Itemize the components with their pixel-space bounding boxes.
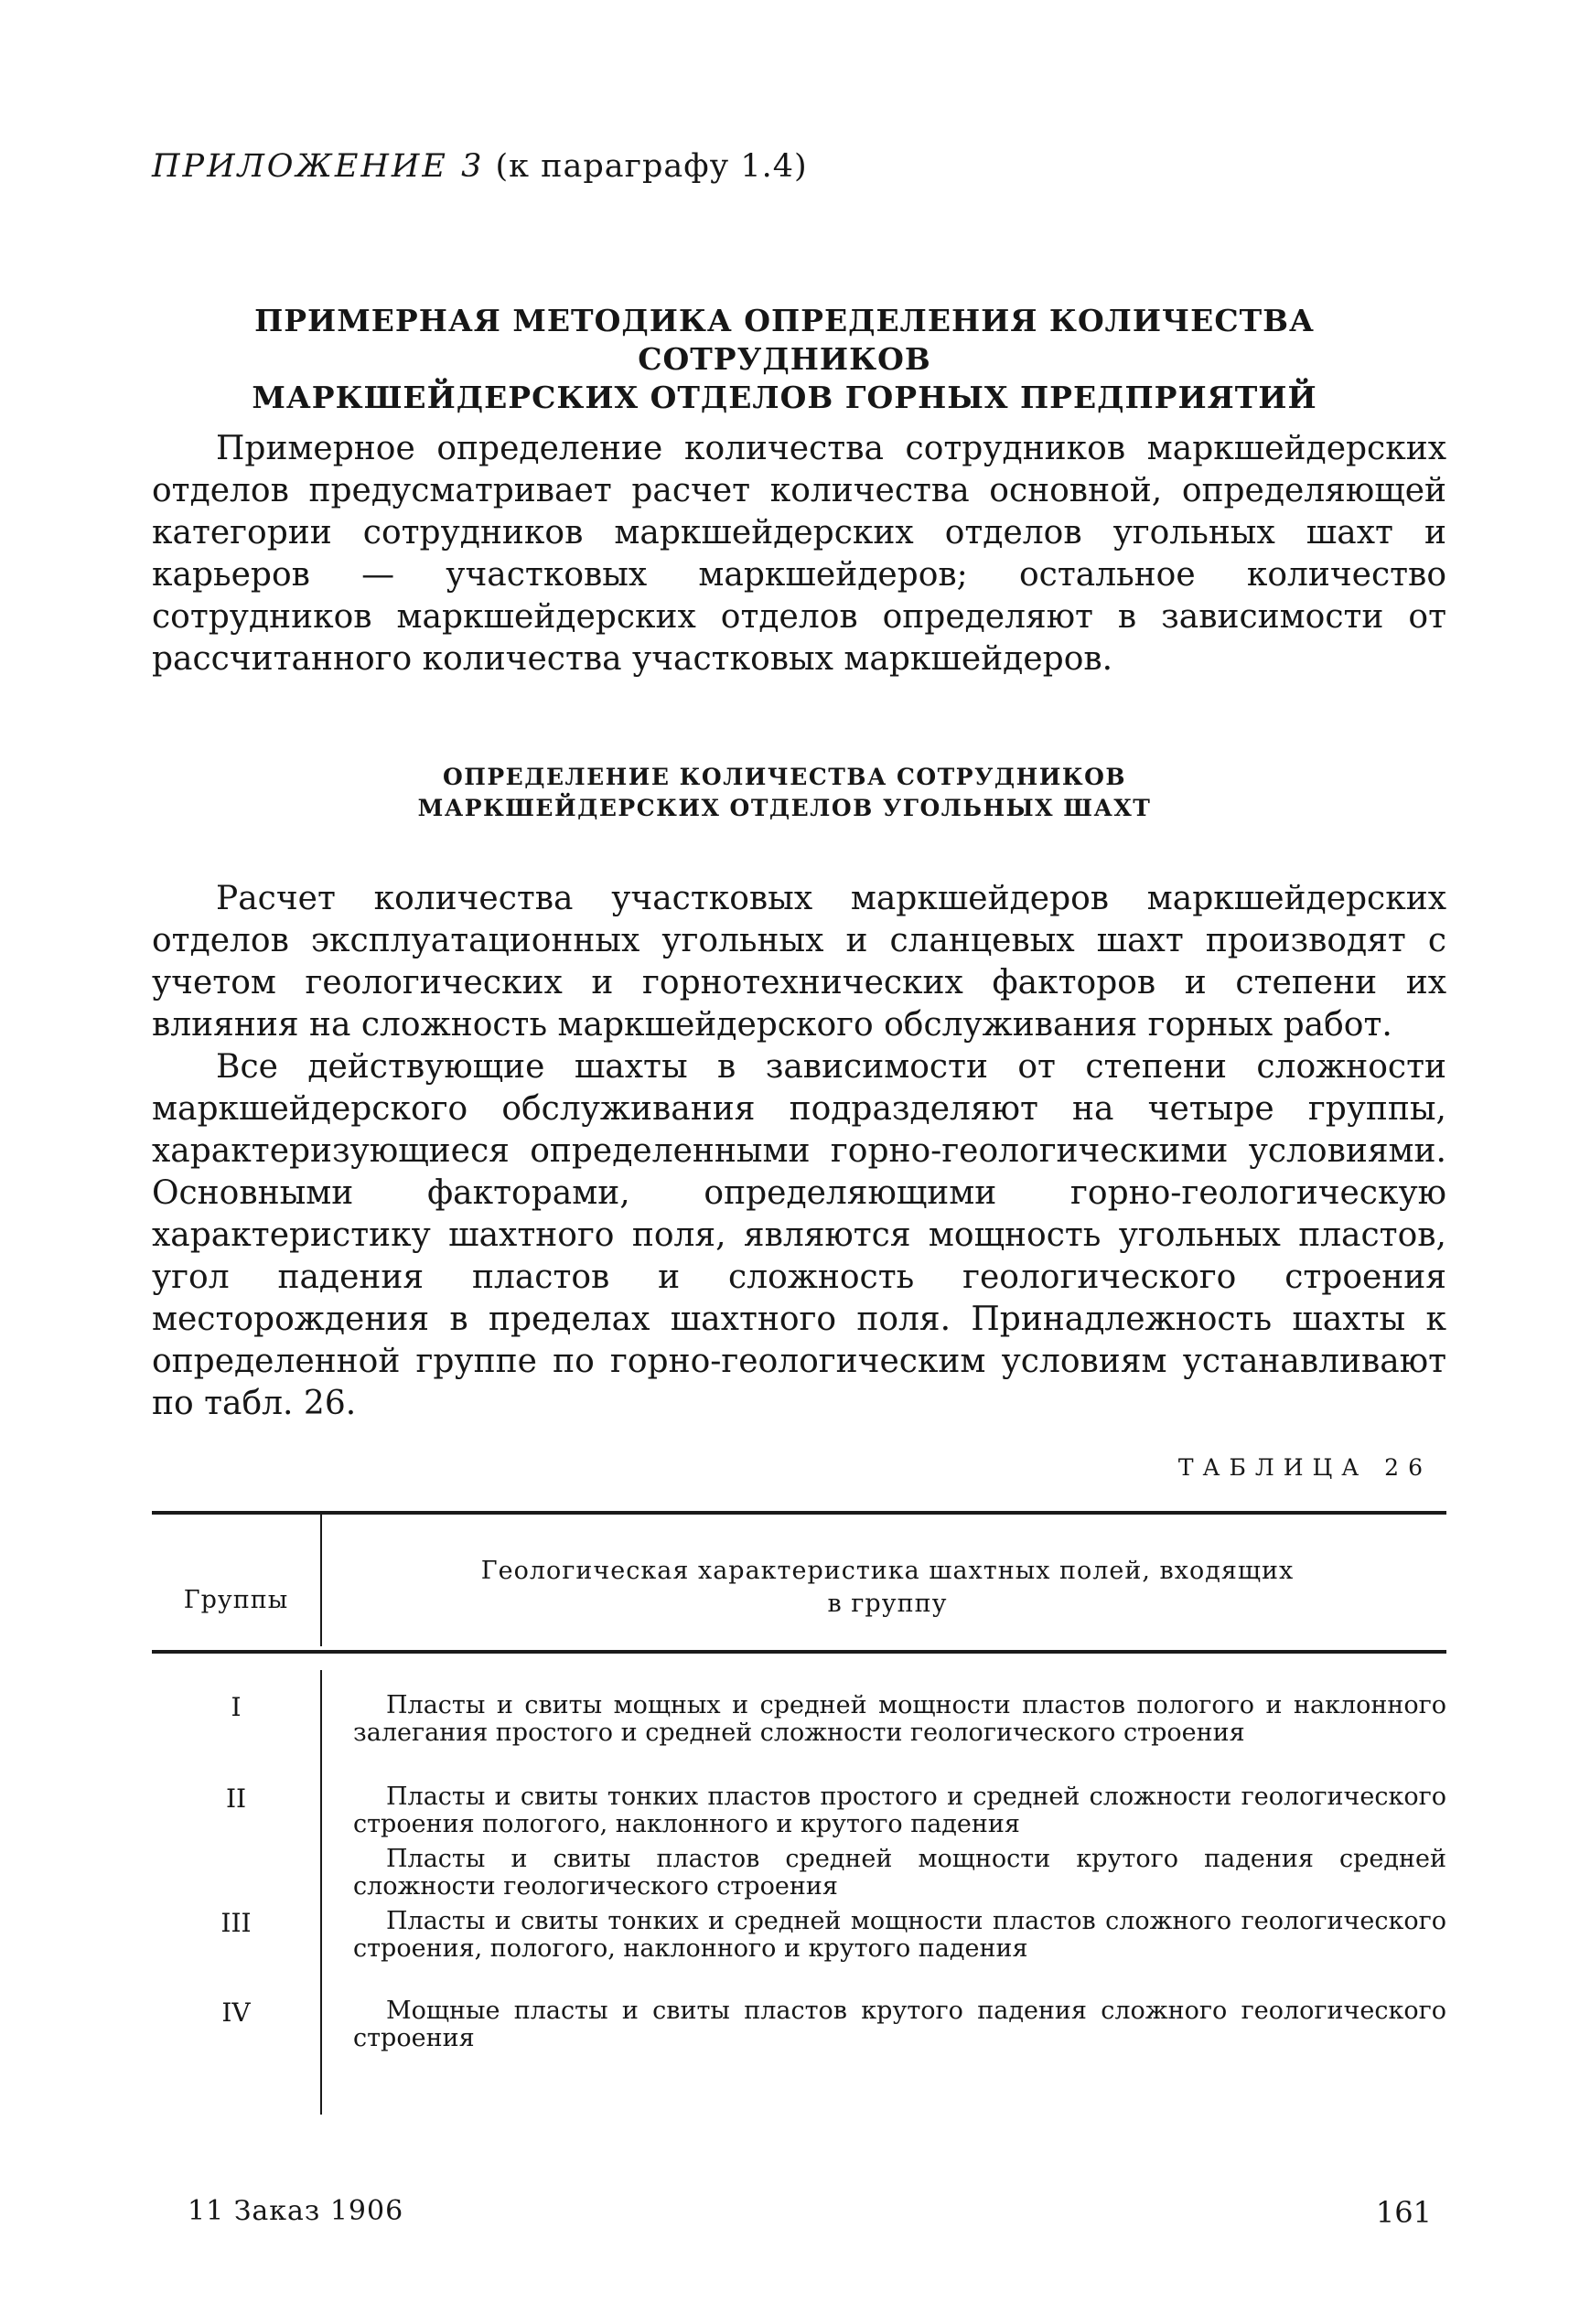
header-characteristic-line-1: Геологическая характеристика шахтных полей, входящих	[480, 1557, 1295, 1585]
appendix-note: (к параграфу 1.4)	[495, 148, 808, 185]
table-row-group: I	[231, 1692, 242, 1722]
table-top-rule	[152, 1511, 1446, 1515]
paragraph-1-text: Расчет количества участковых маркшейдеров маркшейдерских отделов эксплуатационных угольных и сланцевых шахт производят с учетом геологических и горнотехнических факторов и степени их влияния на сложность маркшейдерского обслуживания горных работ.	[152, 880, 1446, 1044]
section-line-1: ОПРЕДЕЛЕНИЕ КОЛИЧЕСТВА СОТРУДНИКОВ	[443, 764, 1126, 790]
table-label: ТАБЛИЦА 26	[1177, 1454, 1432, 1481]
header-groups: Группы	[183, 1586, 289, 1614]
header-characteristic-line-2: в группу	[827, 1590, 948, 1618]
paragraph-2-text: Все действующие шахты в зависимости от степени сложности маркшейдерского обслуживания подразделяют на четыре группы, характеризующиеся определенными горно-геологическими условиями. Основными факторами, определяющими горно-геологическую характеристику шахтного поля, являются мощность угольных пластов, угол падения пластов и сложность геологического строения месторождения в пределах шахтного поля. Принадлежность шахты к определенной группе по горно-геологическим условиям устанавливают по табл. 26.	[152, 1048, 1446, 1422]
appendix-heading	[152, 148, 808, 185]
table-row-text: Пласты и свиты пластов средней мощности крутого падения средней сложности геологического строения	[353, 1845, 1446, 1901]
table-row-group: IV	[221, 1997, 251, 2028]
paragraph-1	[152, 878, 1446, 1046]
page-number: 161	[1375, 2195, 1432, 2230]
body-divider	[320, 1670, 322, 2115]
table-row-text: Пласты и свиты тонких пластов простого и средней сложности геологического строения пологого, наклонного и крутого падения	[353, 1783, 1446, 1838]
intro-text: Примерное определение количества сотрудников маркшейдерских отделов предусматривает расчет количества основной, определяющей категории сотрудников маркшейдерских отделов угольных шахт и карьеров — участковых маркшейдеров; остальное количество сотрудников маркшейдерских отделов определяют в зависимости от рассчитанного количества участковых маркшейдеров.	[152, 430, 1446, 678]
section-line-2: МАРКШЕЙДЕРСКИХ ОТДЕЛОВ УГОЛЬНЫХ ШАХТ	[417, 795, 1152, 821]
title-line-1: ПРИМЕРНАЯ МЕТОДИКА ОПРЕДЕЛЕНИЯ КОЛИЧЕСТВА СОТРУДНИКОВ	[254, 303, 1315, 377]
table-row-text: Пласты и свиты мощных и средней мощности пластов пологого и наклонного залегания простого и средней сложности геологического строения	[353, 1691, 1446, 1747]
table-row-text: Пласты и свиты тонких и средней мощности пластов сложного геологического строения, пологого, наклонного и крутого падения	[353, 1907, 1446, 1963]
appendix-label: ПРИЛОЖЕНИЕ 3	[152, 148, 485, 185]
section-heading	[119, 762, 1450, 824]
table-row-group: III	[220, 1908, 252, 1938]
table-row-text: Мощные пласты и свиты пластов крутого падения сложного геологического строения	[353, 1997, 1446, 2052]
header-characteristic	[348, 1555, 1427, 1621]
footer-order: 11 Заказ 1906	[188, 2195, 404, 2227]
table-row-group: II	[225, 1783, 247, 1814]
title-line-2: МАРКШЕЙДЕРСКИХ ОТДЕЛОВ ГОРНЫХ ПРЕДПРИЯТИЙ	[252, 380, 1317, 415]
intro-paragraph	[152, 428, 1446, 680]
table-header-rule	[152, 1650, 1446, 1654]
paragraph-2	[152, 1046, 1446, 1425]
header-divider	[320, 1515, 322, 1646]
document-title	[119, 302, 1450, 417]
